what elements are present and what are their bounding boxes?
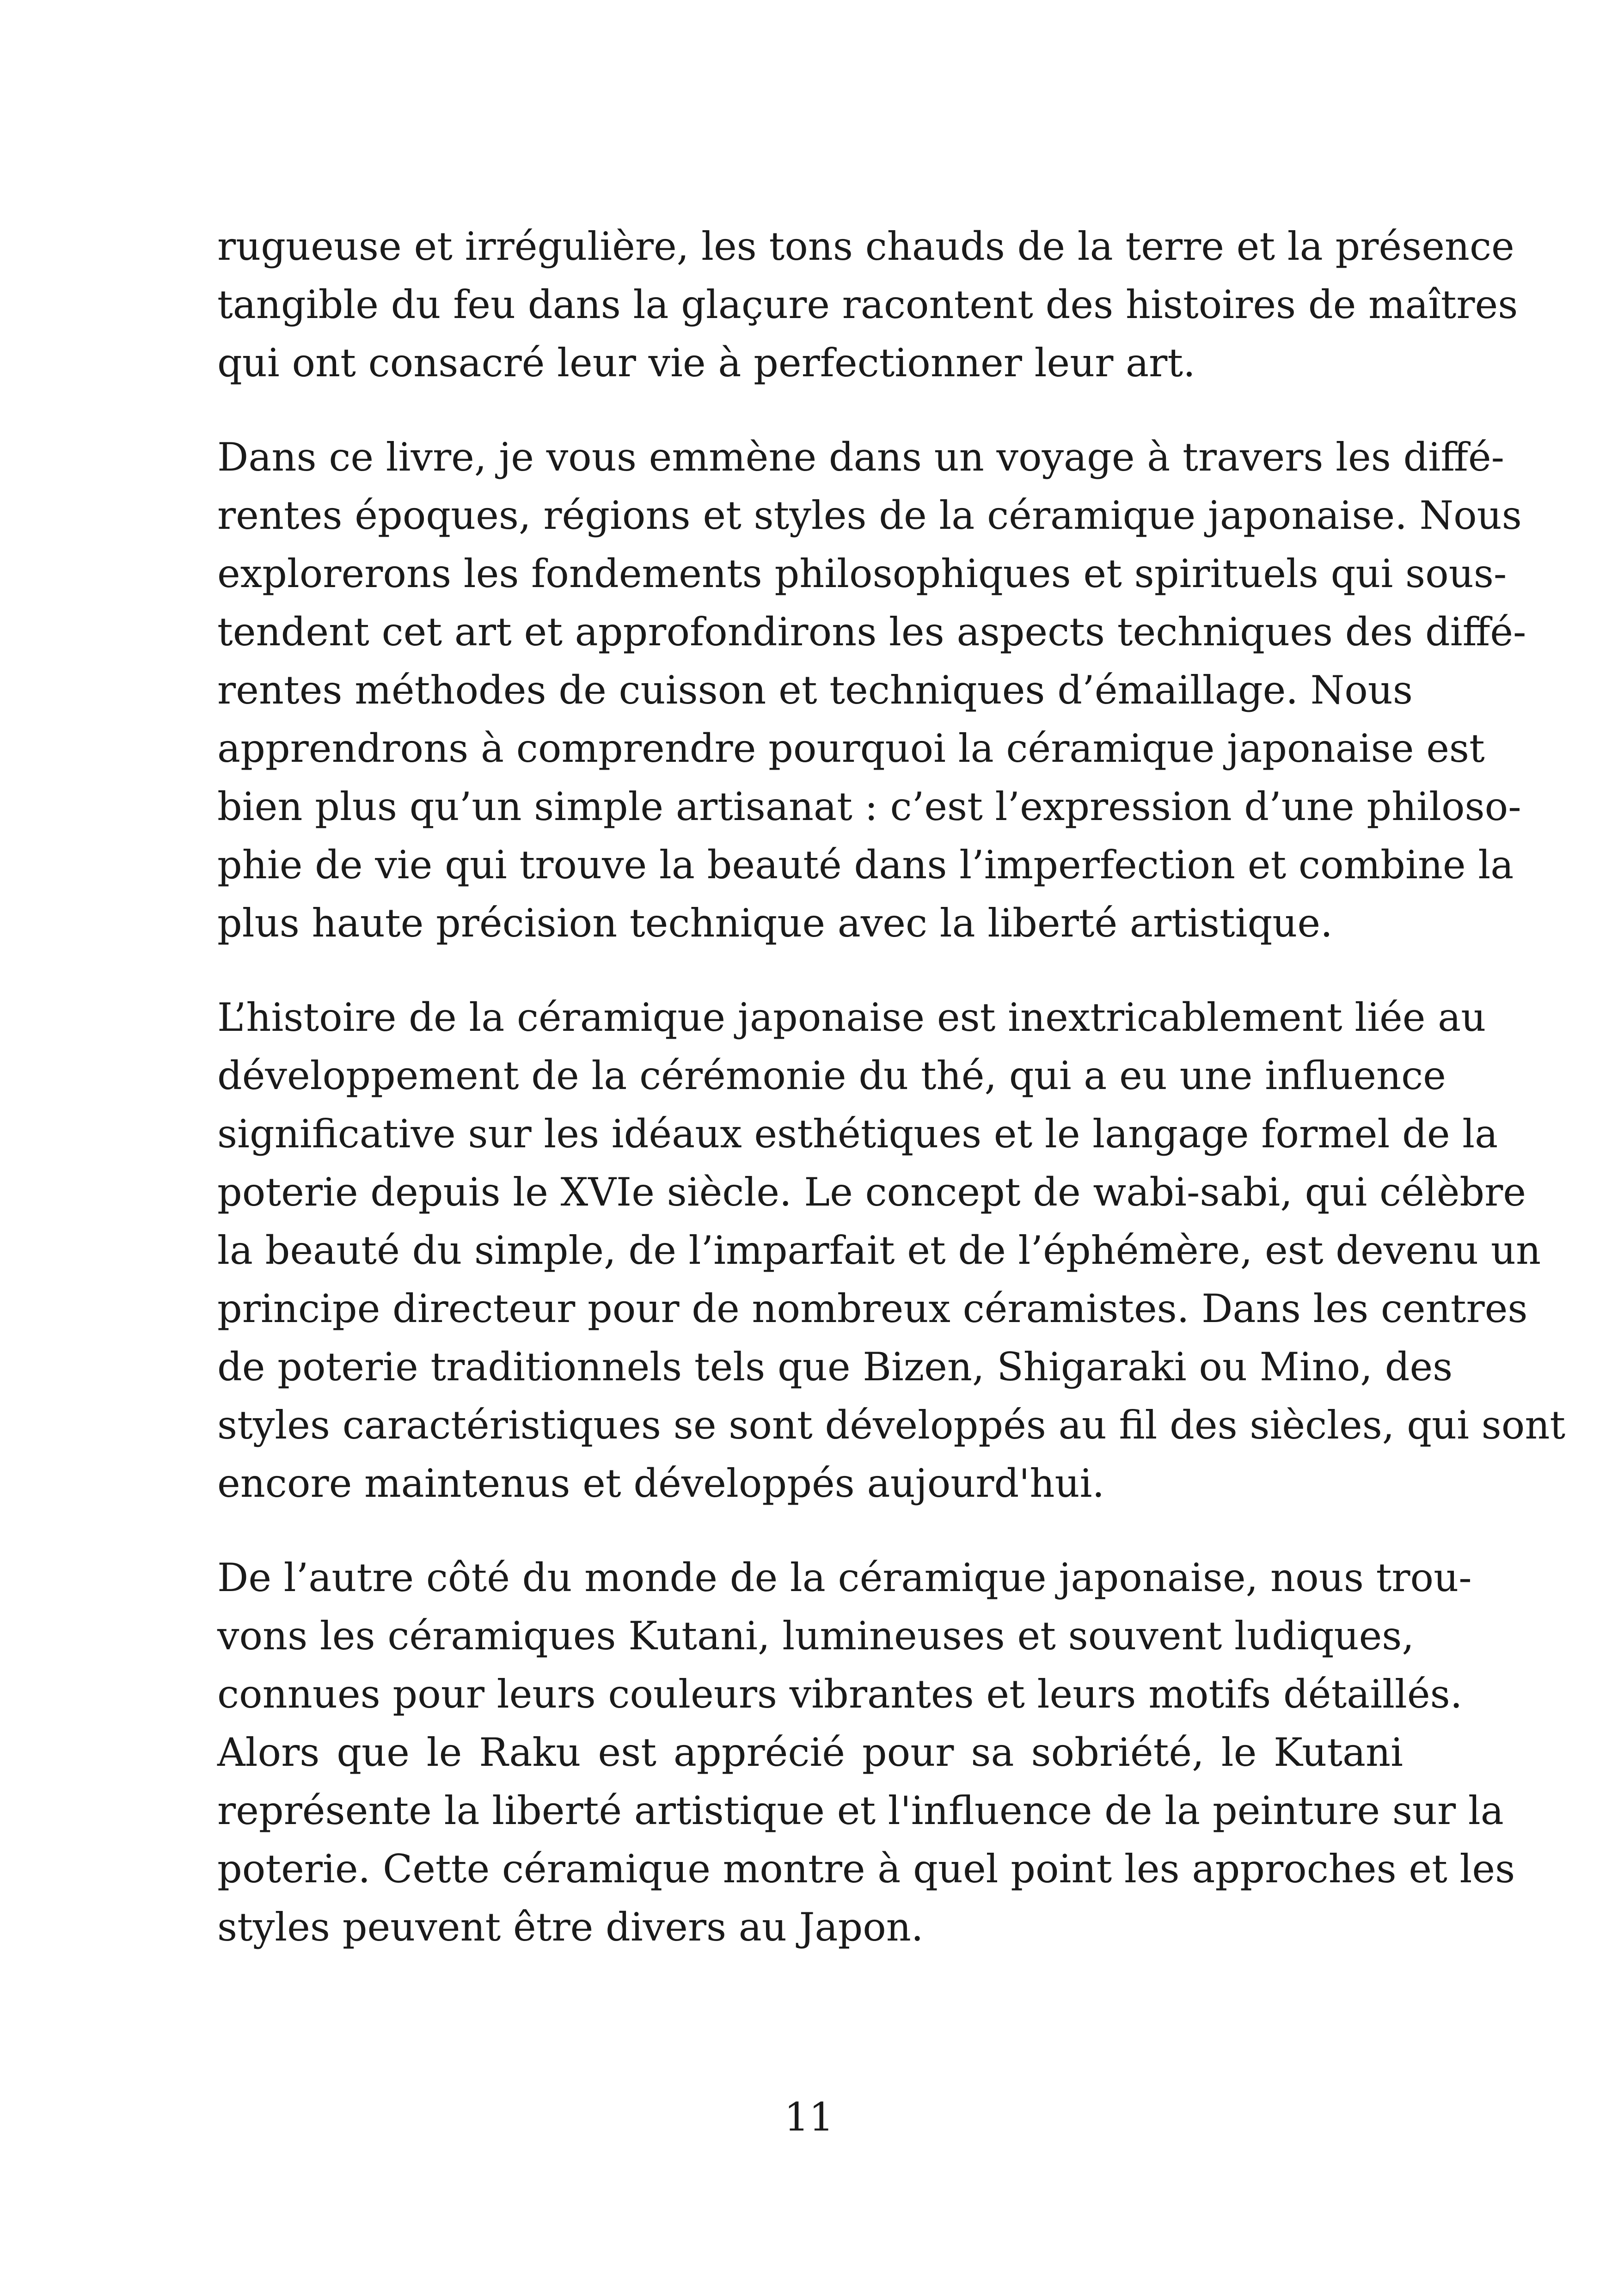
text-line: explorerons les fondements philosophiques et spirituels qui sous- (217, 551, 1507, 596)
text-line: tendent cet art et approfondirons les aspects techniques des diffé- (217, 609, 1526, 655)
text-line: développement de la cérémonie du thé, qui a eu une influence (217, 1053, 1446, 1098)
text-line: de poterie traditionnels tels que Bizen, Shigaraki ou Mino, des (217, 1344, 1453, 1390)
text-line: Dans ce livre, je vous emmène dans un voyage à travers les diffé- (217, 435, 1504, 480)
text-line: qui ont consacré leur vie à perfectionner leur art. (217, 340, 1195, 386)
body-text (217, 217, 1566, 1956)
text-line: rentes époques, régions et styles de la céramique japonaise. Nous (217, 493, 1522, 538)
paragraph-1 (217, 217, 1518, 392)
text-line: plus haute précision technique avec la liberté artistique. (217, 900, 1333, 946)
text-line: principe directeur pour de nombreux céramistes. Dans les centres (217, 1286, 1528, 1331)
text-line: bien plus qu’un simple artisanat : c’est l’expression d’une philoso- (217, 784, 1521, 829)
text-line: rentes méthodes de cuisson et techniques d’émaillage. Nous (217, 667, 1413, 713)
text-line: connues pour leurs couleurs vibrantes et leurs motifs détaillés. (217, 1671, 1463, 1717)
text-line: significative sur les idéaux esthétiques et le langage formel de la (217, 1111, 1498, 1157)
text-line: vons les céramiques Kutani, lumineuses et souvent ludiques, (217, 1613, 1415, 1659)
text-line: tangible du feu dans la glaçure racontent des histoires de maîtres (217, 282, 1518, 327)
text-line: styles peuvent être divers au Japon. (217, 1904, 924, 1950)
text-line: apprendrons à comprendre pourquoi la céramique japonaise est (217, 726, 1485, 771)
text-line: représente la liberté artistique et l'influence de la peinture sur la (217, 1788, 1504, 1833)
text-line: phie de vie qui trouve la beauté dans l’imperfection et combine la (217, 842, 1514, 888)
paragraph-4 (217, 1549, 1515, 1956)
text-line: poterie. Cette céramique montre à quel point les approches et les (217, 1846, 1515, 1892)
text-line: styles caractéristiques se sont développés au fil des siècles, qui sont (217, 1402, 1566, 1448)
paragraph-3 (217, 988, 1566, 1512)
text-line: L’histoire de la céramique japonaise est inextricablement liée au (217, 995, 1486, 1040)
text-line: la beauté du simple, de l’imparfait et de l’éphémère, est devenu un (217, 1228, 1541, 1273)
text-line: rugueuse et irrégulière, les tons chauds de la terre et la présence (217, 224, 1514, 269)
page-number: 11 (784, 2094, 834, 2140)
paragraph-2 (217, 428, 1526, 952)
text-line: De l’autre côté du monde de la céramique japonaise, nous trou- (217, 1555, 1472, 1600)
text-line: Alors que le Raku est apprécié pour sa sobriété, le Kutani (217, 1730, 1403, 1775)
text-line: poterie depuis le XVIe siècle. Le concept de wabi-sabi, qui célèbre (217, 1169, 1526, 1215)
text-line: encore maintenus et développés aujourd'hui. (217, 1461, 1105, 1506)
